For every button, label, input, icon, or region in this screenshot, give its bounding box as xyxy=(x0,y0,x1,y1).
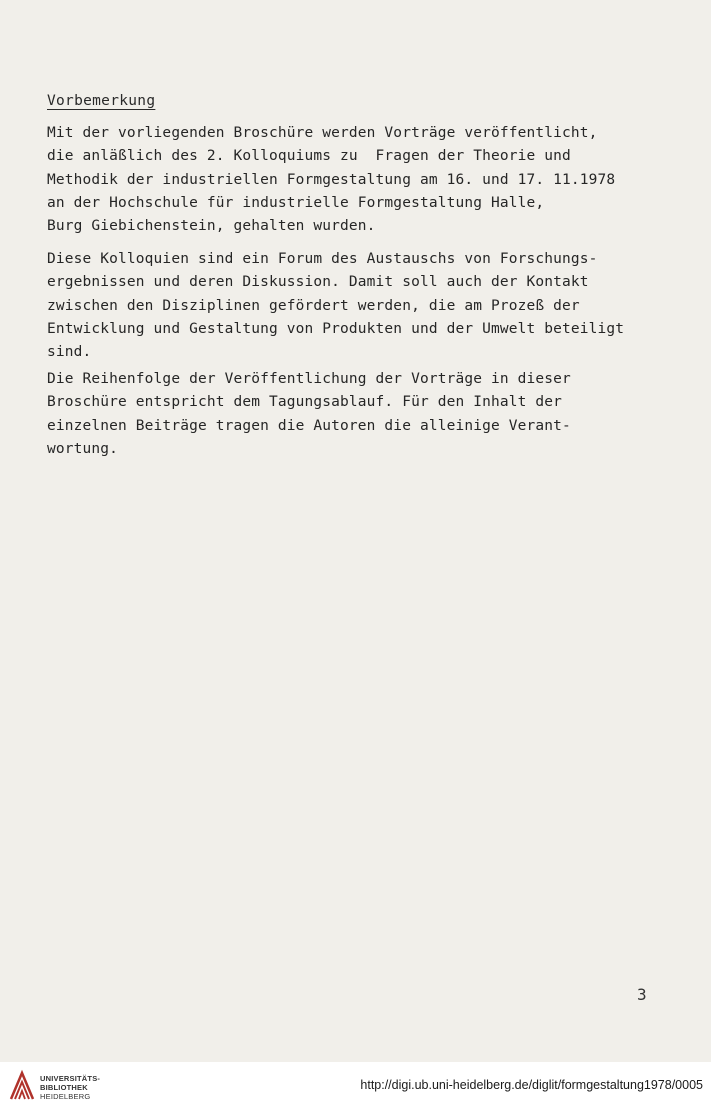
text-line: Burg Giebichenstein, gehalten wurden. xyxy=(47,218,376,235)
paragraph-3 xyxy=(47,368,667,461)
text-line: Mit der vorliegenden Broschüre werden Vorträge veröffentlicht, xyxy=(47,125,598,141)
text-line: Methodik der industriellen Formgestaltung am 16. und 17. 11.1978 xyxy=(47,171,616,188)
text-line: ergebnissen und deren Diskussion. Damit soll auch der Kontakt xyxy=(47,274,589,291)
permalink-url[interactable]: http://digi.ub.uni-heidelberg.de/diglit/formgestaltung1978/0005 xyxy=(360,1078,703,1092)
text-line: Broschüre entspricht dem Tagungsablauf. Für den Inhalt der xyxy=(47,394,563,411)
library-name xyxy=(40,1074,100,1101)
page-heading: Vorbemerkung xyxy=(47,93,156,109)
text-line: die anläßlich des 2. Kolloquiums zu Fragen der Theorie und xyxy=(47,148,571,165)
paragraph-1 xyxy=(47,122,667,238)
text-line: Diese Kolloquien sind ein Forum des Austauschs von Forschungs- xyxy=(47,251,598,267)
library-logo-icon xyxy=(8,1069,36,1103)
page-number: 3 xyxy=(637,985,647,1004)
library-name-line: UNIVERSITÄTS- xyxy=(40,1074,101,1083)
text-line: einzelnen Beiträge tragen die Autoren die alleinige Verant- xyxy=(47,417,571,434)
paragraph-2 xyxy=(47,248,667,364)
text-line: wortung. xyxy=(47,440,119,457)
viewer-footer xyxy=(0,1062,711,1113)
library-name-line: HEIDELBERG xyxy=(40,1092,91,1101)
text-line: an der Hochschule für industrielle Formgestaltung Halle, xyxy=(47,194,545,211)
text-line: Entwicklung und Gestaltung von Produkten und der Umwelt beteiligt xyxy=(47,320,625,337)
library-name-line: BIBLIOTHEK xyxy=(40,1083,88,1092)
text-line: Die Reihenfolge der Veröffentlichung der Vorträge in dieser xyxy=(47,371,571,387)
text-line: sind. xyxy=(47,344,92,361)
text-line: zwischen den Disziplinen gefördert werden, die am Prozeß der xyxy=(47,297,580,314)
